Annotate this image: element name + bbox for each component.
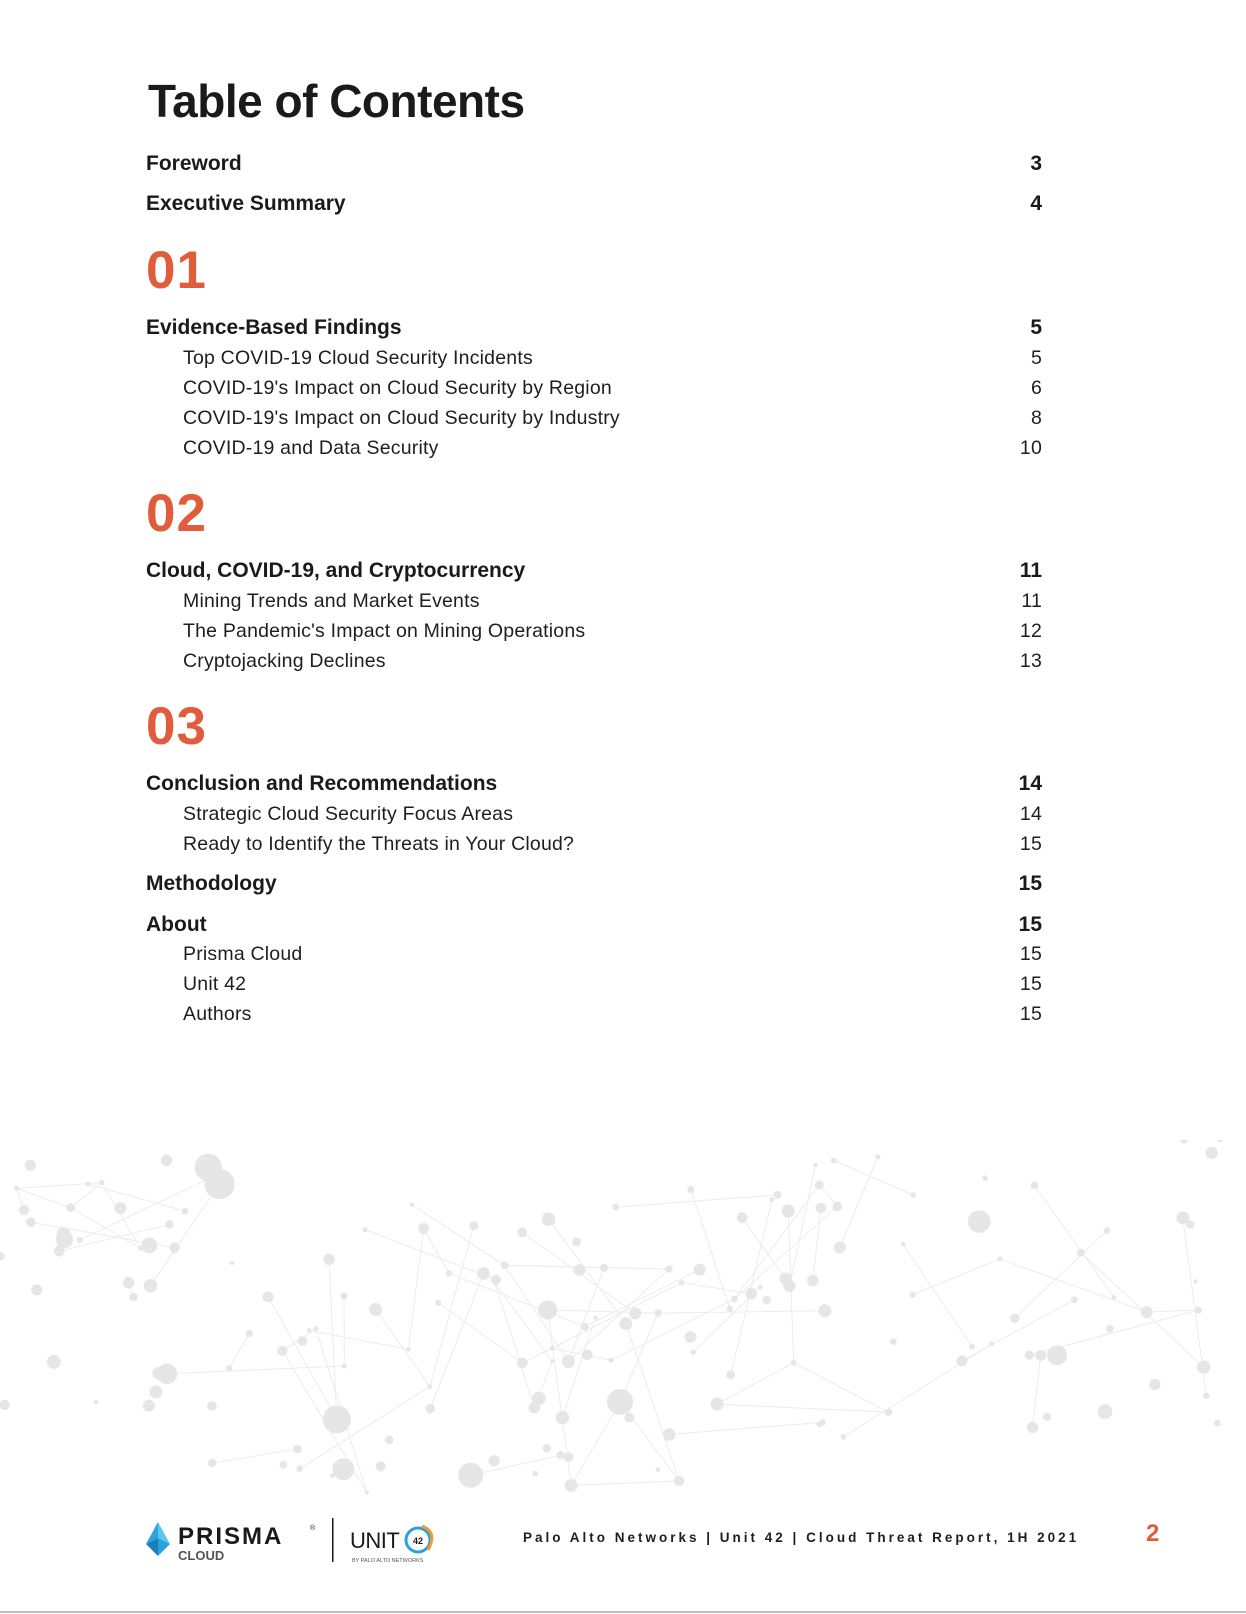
network-link bbox=[438, 1303, 522, 1363]
network-node bbox=[550, 1346, 555, 1351]
network-node bbox=[564, 1452, 574, 1462]
network-node bbox=[425, 1404, 435, 1414]
network-link bbox=[789, 1165, 815, 1286]
network-node bbox=[989, 1342, 994, 1347]
network-node bbox=[619, 1317, 632, 1330]
network-node bbox=[782, 1205, 795, 1218]
section-number-02: 02 bbox=[146, 484, 207, 543]
network-link bbox=[329, 1259, 337, 1419]
toc-entry-title: Methodology bbox=[146, 872, 277, 895]
network-node bbox=[968, 1210, 991, 1233]
network-link bbox=[840, 1157, 878, 1248]
toc-subentry[interactable] bbox=[183, 347, 1042, 370]
network-node bbox=[1149, 1379, 1160, 1390]
network-node bbox=[517, 1227, 527, 1237]
network-node bbox=[19, 1205, 29, 1215]
network-node bbox=[208, 1459, 216, 1467]
network-node bbox=[280, 1461, 288, 1469]
network-node bbox=[1010, 1313, 1019, 1322]
toc-subentry[interactable] bbox=[183, 650, 1042, 673]
network-node bbox=[679, 1280, 685, 1286]
network-node bbox=[674, 1476, 684, 1486]
network-node bbox=[694, 1264, 706, 1276]
network-link bbox=[682, 1283, 752, 1294]
network-node bbox=[572, 1237, 581, 1246]
toc-subentry-page: 14 bbox=[1019, 803, 1042, 825]
network-link bbox=[571, 1402, 620, 1486]
network-link bbox=[412, 1205, 505, 1266]
network-node bbox=[182, 1208, 189, 1215]
network-link bbox=[717, 1404, 889, 1412]
network-node bbox=[607, 1389, 633, 1415]
toc-subentry-title: Cryptojacking Declines bbox=[183, 650, 386, 672]
network-link bbox=[843, 1344, 991, 1437]
network-node bbox=[57, 1227, 71, 1241]
toc-entry-conclusion[interactable] bbox=[146, 772, 1042, 796]
toc-subentry-page: 12 bbox=[1019, 620, 1042, 642]
network-node bbox=[726, 1370, 735, 1379]
network-node bbox=[123, 1277, 135, 1289]
network-node bbox=[654, 1309, 661, 1316]
toc-subentry[interactable] bbox=[183, 943, 1042, 966]
network-link bbox=[471, 1455, 561, 1475]
network-node bbox=[469, 1221, 478, 1230]
network-node bbox=[890, 1338, 897, 1345]
network-link bbox=[167, 1366, 344, 1374]
toc-subentry[interactable] bbox=[183, 377, 1042, 400]
toc-entry-methodology[interactable] bbox=[146, 872, 1042, 896]
network-node bbox=[1104, 1227, 1110, 1233]
network-node bbox=[832, 1202, 842, 1212]
toc-entry-about[interactable] bbox=[146, 913, 1042, 937]
network-link bbox=[571, 1481, 679, 1486]
toc-entry-cloud-covid-crypto[interactable] bbox=[146, 559, 1042, 583]
network-node bbox=[323, 1254, 334, 1265]
network-node bbox=[129, 1293, 137, 1301]
network-node bbox=[969, 1344, 975, 1350]
network-node bbox=[1206, 1147, 1218, 1159]
network-node bbox=[818, 1304, 831, 1317]
toc-subentry-page: 10 bbox=[1019, 437, 1042, 459]
network-node bbox=[831, 1157, 837, 1163]
network-node bbox=[783, 1280, 795, 1292]
network-node bbox=[369, 1303, 382, 1316]
network-node bbox=[538, 1300, 557, 1319]
network-link bbox=[794, 1363, 889, 1413]
network-link bbox=[430, 1273, 483, 1408]
network-node bbox=[0, 1400, 10, 1410]
network-node bbox=[263, 1291, 274, 1302]
network-node bbox=[293, 1445, 302, 1454]
toc-subentry-title: COVID-19's Impact on Cloud Security by Industry bbox=[183, 407, 620, 429]
network-link bbox=[1015, 1231, 1107, 1319]
network-node bbox=[1197, 1360, 1210, 1373]
network-link bbox=[658, 1311, 825, 1313]
network-node bbox=[762, 1296, 771, 1305]
network-node bbox=[532, 1471, 538, 1477]
network-link bbox=[549, 1219, 626, 1323]
network-node bbox=[565, 1479, 578, 1492]
network-node bbox=[746, 1288, 758, 1300]
network-node bbox=[1141, 1306, 1153, 1318]
toc-subentry-title: COVID-19 and Data Security bbox=[183, 437, 439, 459]
cloud-wordmark: CLOUD bbox=[178, 1548, 225, 1563]
footer-logos bbox=[146, 1518, 456, 1570]
toc-subentry[interactable] bbox=[183, 407, 1042, 430]
network-node bbox=[1195, 1306, 1202, 1313]
network-node bbox=[956, 1355, 967, 1366]
network-node bbox=[25, 1160, 36, 1171]
network-node bbox=[629, 1307, 641, 1319]
network-node bbox=[1043, 1413, 1051, 1421]
toc-entry-title: Executive Summary bbox=[146, 192, 346, 215]
network-node bbox=[840, 1434, 846, 1440]
network-node bbox=[1035, 1350, 1046, 1361]
network-node bbox=[307, 1328, 312, 1333]
network-node bbox=[542, 1212, 556, 1226]
network-node bbox=[815, 1181, 824, 1190]
network-node bbox=[685, 1331, 697, 1343]
network-link bbox=[548, 1310, 658, 1313]
network-node bbox=[691, 1349, 696, 1354]
toc-entry-page: 15 bbox=[1018, 872, 1042, 895]
network-node bbox=[517, 1358, 528, 1369]
network-node bbox=[230, 1261, 234, 1265]
network-node bbox=[1071, 1296, 1078, 1303]
network-link bbox=[300, 1387, 430, 1469]
network-node bbox=[362, 1227, 367, 1232]
network-node bbox=[1176, 1211, 1189, 1224]
toc-subentry[interactable] bbox=[183, 590, 1042, 613]
network-node bbox=[99, 1180, 104, 1185]
network-node bbox=[149, 1385, 162, 1398]
network-link bbox=[834, 1160, 913, 1194]
network-link bbox=[626, 1324, 679, 1481]
network-node bbox=[141, 1237, 157, 1253]
network-node bbox=[687, 1186, 694, 1193]
network-node bbox=[1031, 1182, 1038, 1189]
network-node bbox=[26, 1217, 36, 1227]
network-node bbox=[477, 1267, 490, 1280]
network-link bbox=[505, 1265, 569, 1361]
toc-subentry[interactable] bbox=[183, 620, 1042, 643]
network-node bbox=[737, 1212, 748, 1223]
toc-subentry-page: 8 bbox=[1030, 407, 1042, 429]
network-node bbox=[758, 1285, 763, 1290]
toc-entry-page: 14 bbox=[1018, 772, 1042, 795]
network-link bbox=[734, 1185, 819, 1299]
network-node bbox=[550, 1359, 554, 1363]
network-node bbox=[1025, 1351, 1034, 1360]
network-node bbox=[94, 1400, 99, 1405]
toc-entry-executive-summary[interactable] bbox=[146, 192, 1042, 216]
network-node bbox=[1098, 1404, 1113, 1419]
network-link bbox=[669, 1422, 823, 1434]
network-node bbox=[458, 1463, 483, 1488]
network-node bbox=[161, 1155, 172, 1166]
toc-subentry-page: 6 bbox=[1030, 377, 1042, 399]
network-node bbox=[608, 1358, 613, 1363]
network-node bbox=[556, 1411, 569, 1424]
toc-subentry[interactable] bbox=[183, 973, 1042, 996]
network-node bbox=[406, 1347, 411, 1352]
network-link bbox=[691, 1190, 730, 1309]
network-node bbox=[581, 1323, 589, 1331]
footer-text: Palo Alto Networks | Unit 42 | Cloud Threat Report, 1H 2021 bbox=[523, 1530, 1080, 1545]
toc-subentry-title: Ready to Identify the Threats in Your Cloud? bbox=[183, 833, 575, 855]
network-node bbox=[144, 1279, 158, 1293]
network-node bbox=[663, 1428, 675, 1440]
network-node bbox=[1027, 1422, 1039, 1434]
network-link bbox=[268, 1297, 337, 1420]
network-node bbox=[277, 1346, 287, 1356]
network-node bbox=[910, 1192, 915, 1197]
network-node bbox=[0, 1252, 4, 1261]
toc-subentry-title: Top COVID-19 Cloud Security Incidents bbox=[183, 347, 533, 369]
network-node bbox=[982, 1175, 988, 1181]
network-node bbox=[418, 1223, 429, 1234]
network-node bbox=[66, 1203, 75, 1212]
network-node bbox=[165, 1220, 174, 1229]
toc-subentry-page: 15 bbox=[1019, 833, 1042, 855]
network-link bbox=[212, 1449, 297, 1463]
toc-subentry-title: Unit 42 bbox=[183, 973, 247, 995]
network-node bbox=[342, 1363, 347, 1368]
toc-subentry[interactable] bbox=[183, 833, 1042, 856]
network-node bbox=[226, 1365, 232, 1371]
toc-subentry-title: The Pandemic's Impact on Mining Operations bbox=[183, 620, 586, 642]
network-link bbox=[568, 1269, 668, 1362]
network-node bbox=[612, 1204, 619, 1211]
network-node bbox=[875, 1154, 880, 1159]
network-node bbox=[1203, 1393, 1209, 1399]
network-link bbox=[731, 1200, 772, 1375]
toc-entry-title: Foreword bbox=[146, 152, 242, 175]
bottom-rule bbox=[0, 1611, 1246, 1613]
network-node bbox=[998, 1257, 1003, 1262]
network-node bbox=[157, 1364, 177, 1384]
network-link bbox=[88, 1184, 185, 1211]
network-link bbox=[17, 1189, 71, 1208]
network-node bbox=[207, 1401, 217, 1411]
network-node bbox=[562, 1355, 575, 1368]
network-node bbox=[1217, 1140, 1222, 1142]
network-node bbox=[313, 1326, 318, 1331]
network-link bbox=[522, 1283, 681, 1363]
network-node bbox=[885, 1409, 893, 1417]
unit42-logo bbox=[350, 1526, 432, 1564]
unit42-number: 42 bbox=[412, 1536, 424, 1546]
network-link bbox=[365, 1230, 496, 1280]
toc-entry-evidence-based-findings[interactable] bbox=[146, 316, 1042, 340]
toc-subentry[interactable] bbox=[183, 803, 1042, 826]
toc-subentry-page: 11 bbox=[1021, 590, 1042, 612]
network-node bbox=[491, 1275, 501, 1285]
toc-entry-foreword[interactable] bbox=[146, 152, 1042, 176]
network-node bbox=[323, 1405, 351, 1433]
network-node bbox=[1077, 1249, 1085, 1257]
page-title: Table of Contents bbox=[148, 75, 525, 127]
toc-subentry-title: Strategic Cloud Security Focus Areas bbox=[183, 803, 514, 825]
network-node bbox=[901, 1242, 905, 1246]
network-node bbox=[446, 1270, 452, 1276]
network-node bbox=[834, 1241, 846, 1253]
network-node bbox=[573, 1264, 585, 1276]
network-node bbox=[365, 1490, 369, 1494]
network-node bbox=[594, 1316, 598, 1320]
network-node bbox=[1106, 1325, 1114, 1333]
network-link bbox=[150, 1184, 219, 1286]
unit-wordmark: UNIT bbox=[350, 1528, 400, 1553]
toc-subentry-title: Prisma Cloud bbox=[183, 943, 303, 965]
prisma-cloud-logo bbox=[146, 1522, 316, 1563]
network-link bbox=[1033, 1355, 1041, 1427]
network-node bbox=[340, 1292, 347, 1299]
network-node bbox=[582, 1349, 593, 1360]
network-link bbox=[913, 1259, 1000, 1295]
network-node bbox=[1112, 1295, 1117, 1300]
network-node bbox=[711, 1398, 724, 1411]
section-number-03: 03 bbox=[146, 697, 207, 756]
page-number: 2 bbox=[1146, 1520, 1160, 1547]
toc-entry-title: Cloud, COVID-19, and Cryptocurrency bbox=[146, 559, 526, 582]
network-node bbox=[47, 1355, 61, 1369]
network-link bbox=[717, 1363, 794, 1404]
network-node bbox=[427, 1384, 432, 1389]
toc-subentry-title: COVID-19's Impact on Cloud Security by Region bbox=[183, 377, 612, 399]
toc-entry-page: 15 bbox=[1018, 913, 1042, 936]
network-node bbox=[816, 1203, 827, 1214]
network-node bbox=[31, 1284, 42, 1295]
toc-subentry[interactable] bbox=[183, 1003, 1042, 1026]
network-node bbox=[816, 1421, 822, 1427]
toc-entry-title: About bbox=[146, 913, 207, 936]
prisma-wordmark: PRISMA bbox=[178, 1523, 284, 1550]
network-node bbox=[773, 1191, 781, 1199]
toc-subentry-page: 15 bbox=[1019, 943, 1042, 965]
network-node bbox=[770, 1197, 775, 1202]
network-node bbox=[376, 1461, 386, 1471]
network-link bbox=[449, 1273, 585, 1326]
network-link bbox=[585, 1270, 700, 1327]
network-node bbox=[246, 1330, 253, 1337]
toc-entry-page: 11 bbox=[1019, 559, 1042, 582]
network-node bbox=[296, 1465, 302, 1471]
network-node bbox=[489, 1455, 500, 1466]
network-link bbox=[424, 1229, 449, 1274]
network-node bbox=[1047, 1345, 1067, 1365]
network-node bbox=[385, 1436, 394, 1445]
network-node bbox=[1180, 1140, 1187, 1144]
toc-entry-title: Conclusion and Recommendations bbox=[146, 772, 498, 795]
toc-entry-page: 3 bbox=[1030, 152, 1042, 175]
section-number-01: 01 bbox=[146, 241, 207, 300]
network-link bbox=[430, 1226, 474, 1387]
network-node bbox=[665, 1265, 672, 1272]
network-node bbox=[114, 1202, 126, 1214]
network-node bbox=[791, 1360, 797, 1366]
network-node bbox=[600, 1264, 608, 1272]
network-node bbox=[332, 1458, 354, 1480]
toc-subentry-title: Mining Trends and Market Events bbox=[183, 590, 480, 612]
toc-subentry-page: 5 bbox=[1030, 347, 1042, 369]
toc-entry-page: 4 bbox=[1030, 192, 1042, 215]
network-link bbox=[1000, 1259, 1147, 1312]
network-node bbox=[143, 1400, 155, 1412]
network-link bbox=[229, 1333, 249, 1368]
toc-entry-title: Evidence-Based Findings bbox=[146, 316, 402, 339]
toc-entry-page: 5 bbox=[1030, 316, 1042, 339]
network-node bbox=[813, 1163, 817, 1167]
network-node bbox=[410, 1202, 415, 1207]
toc-subentry-title: Authors bbox=[183, 1003, 252, 1025]
network-node bbox=[1214, 1420, 1221, 1427]
toc-subentry-page: 13 bbox=[1019, 650, 1042, 672]
network-link bbox=[309, 1330, 409, 1349]
network-link bbox=[1034, 1185, 1114, 1297]
network-link bbox=[813, 1208, 821, 1281]
network-node bbox=[298, 1336, 308, 1346]
toc-subentry-page: 15 bbox=[1019, 973, 1042, 995]
network-node bbox=[807, 1275, 819, 1287]
network-link bbox=[742, 1218, 785, 1279]
network-node bbox=[85, 1182, 90, 1187]
toc-subentry[interactable] bbox=[183, 437, 1042, 460]
network-node bbox=[543, 1444, 552, 1453]
network-node bbox=[556, 1451, 564, 1459]
network-node bbox=[1193, 1279, 1197, 1283]
network-node bbox=[435, 1300, 441, 1306]
toc-subentry-page: 15 bbox=[1019, 1003, 1042, 1025]
network-node bbox=[731, 1296, 738, 1303]
unit42-subtitle: BY PALO ALTO NETWORKS bbox=[352, 1558, 424, 1564]
network-node bbox=[528, 1402, 540, 1414]
network-link bbox=[505, 1265, 669, 1269]
network-node bbox=[169, 1242, 179, 1252]
network-node bbox=[624, 1413, 634, 1423]
registered-mark: ® bbox=[310, 1525, 316, 1532]
network-node bbox=[14, 1186, 19, 1191]
network-node bbox=[909, 1291, 915, 1297]
network-node bbox=[656, 1467, 661, 1472]
network-node bbox=[727, 1306, 734, 1313]
network-node bbox=[77, 1237, 83, 1243]
network-node bbox=[501, 1261, 509, 1269]
network-node bbox=[195, 1154, 223, 1182]
